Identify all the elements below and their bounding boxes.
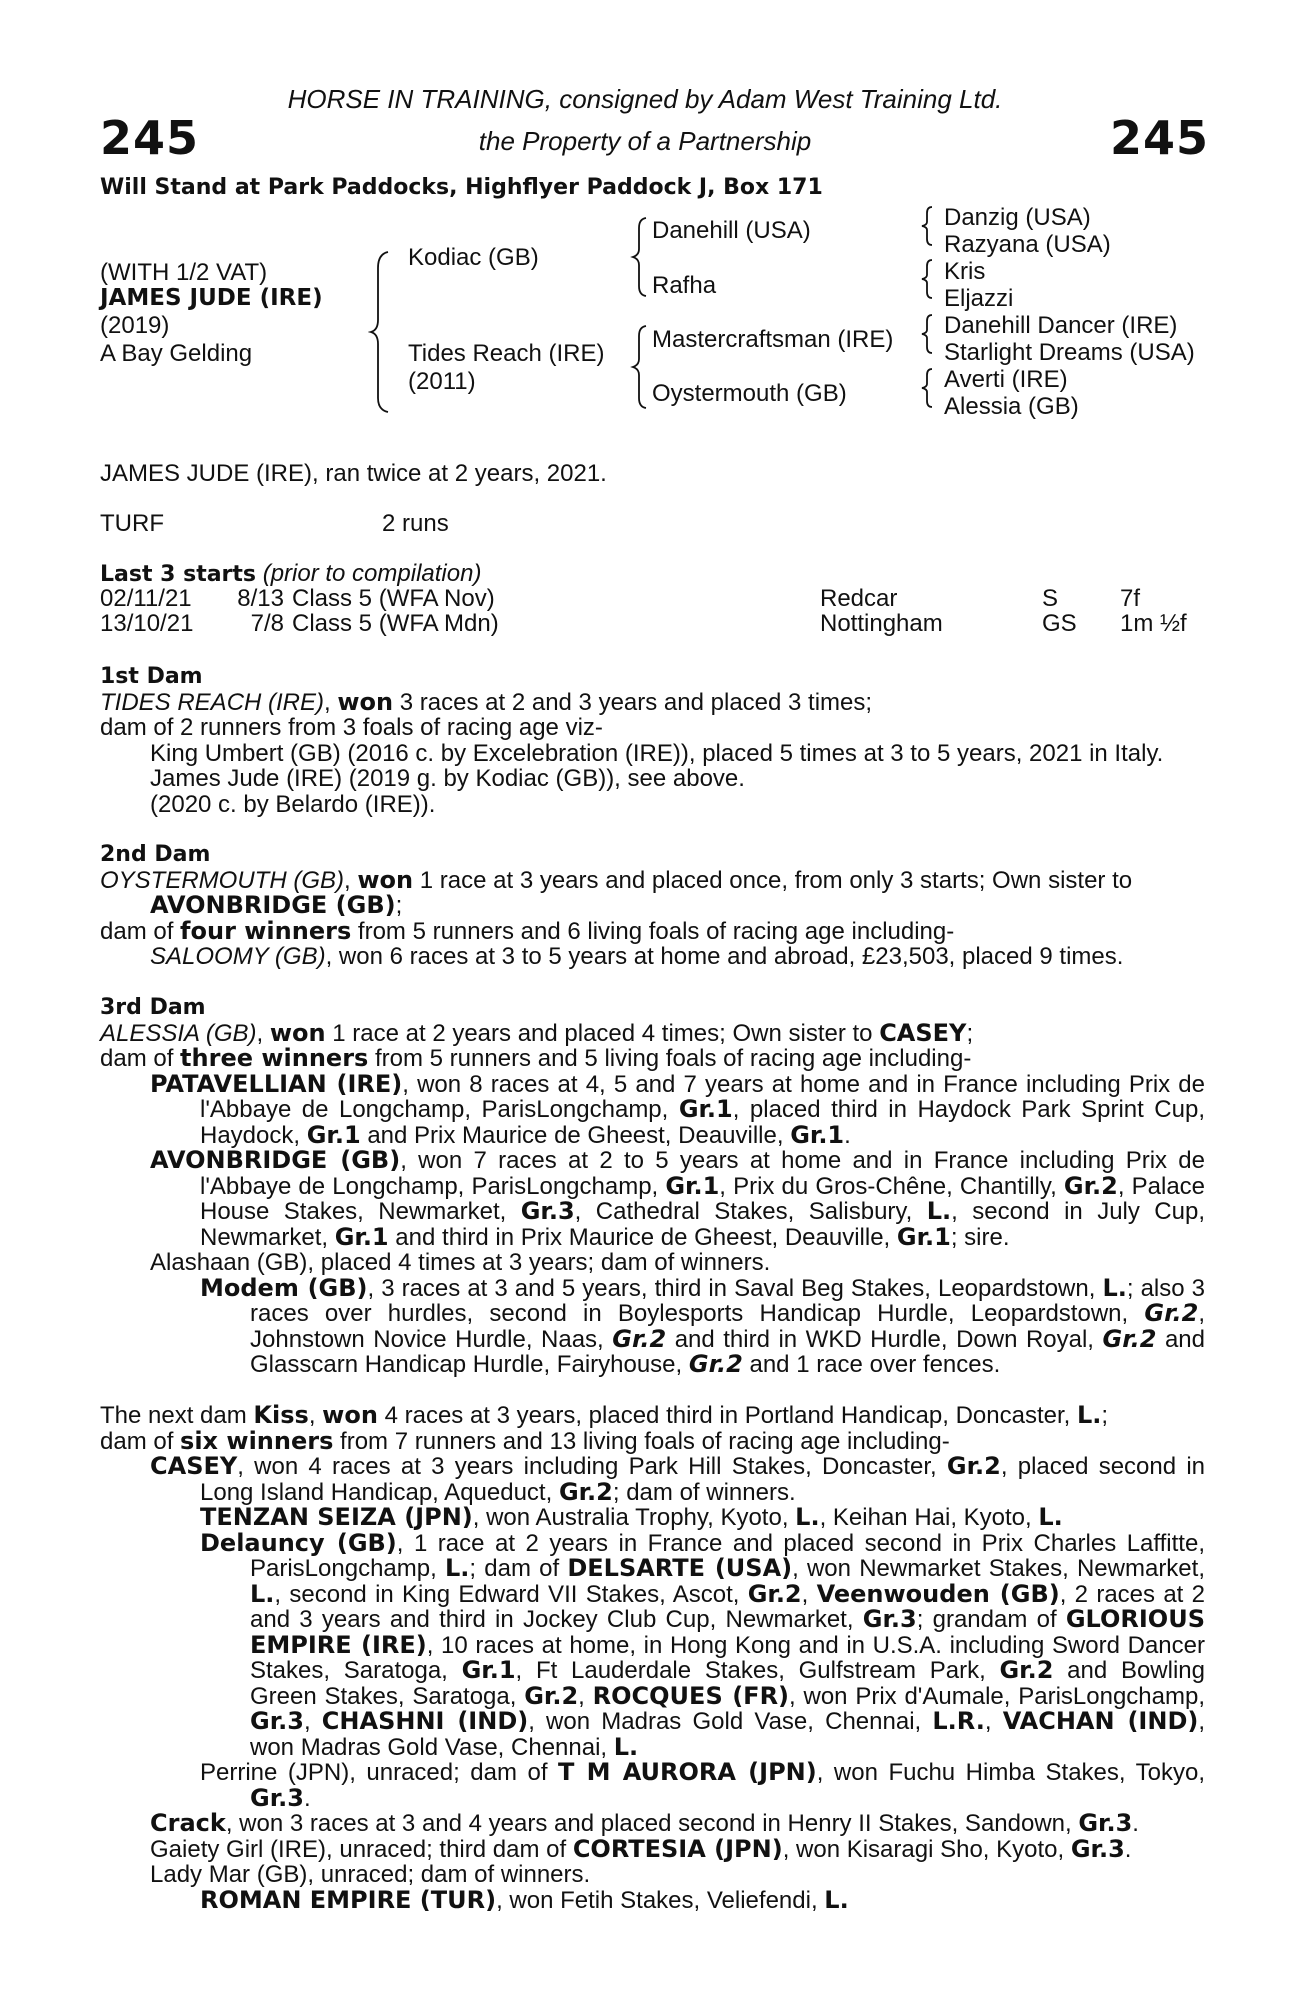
horse-name: TENZAN SEIZA (JPN): [200, 1503, 473, 1531]
horse-name: T M AURORA (JPN): [558, 1758, 817, 1786]
entry-text: Perrine (JPN), unraced; dam of: [200, 1759, 559, 1786]
produce-entry-crack: Crack, won 3 races at 3 and 4 years and placed second in Henry II Stakes, Sandown, Gr.3.: [150, 1809, 1139, 1837]
vat-note: (WITH 1/2 VAT): [100, 259, 268, 286]
entry-text: , won Australia Trophy, Kyoto,: [472, 1504, 796, 1531]
second-dam-heading: 2nd Dam: [100, 842, 211, 867]
grade-label: Gr.1: [790, 1120, 845, 1149]
grade-label: Gr.1: [665, 1171, 720, 1200]
third-dam-text: 1 race at 2 years and placed 4 times; Own sister to: [325, 1019, 880, 1047]
run-class: Class 5 (WFA Nov): [292, 585, 495, 612]
entry-text: , placed third in Haydock Park Sprint Cup, Haydock,: [200, 1096, 1206, 1149]
winners-count: three winners: [180, 1044, 369, 1072]
foal-text: , won 6 races at 3 to 5 years at home and abroad, £23,503, placed 9 times.: [325, 943, 1124, 970]
entry-text: and Glasscarn Handicap Hurdle, Fairyhouse,: [250, 1325, 1205, 1378]
pedigree-brace-sire: [630, 216, 650, 298]
grade-label: L.: [926, 1197, 952, 1225]
entry-text: , won 3 races at 3 and 4 years and placed second in Henry II Stakes, Sandown,: [225, 1810, 1079, 1837]
grade-label: Gr.3: [862, 1605, 917, 1633]
entry-text: , won 8 races at 4, 5 and 7 years at home and in France including Prix de l'Abbaye de Longchamp, ParisLongchamp,: [200, 1070, 1205, 1123]
entry-text: , won Prix d'Aumale, ParisLongchamp,: [789, 1682, 1206, 1710]
grade-label: L.: [1038, 1503, 1063, 1531]
run-row: [100, 611, 1210, 637]
horse-name: PATAVELLIAN (IRE): [150, 1069, 403, 1098]
next-dam-section: [100, 1403, 1205, 1913]
entry-text: , 1 race at 2 years in France and placed second in Prix Charles Laffitte, ParisLongchamp,: [250, 1529, 1205, 1582]
entry-text: Gaiety Girl (IRE), unraced; third dam of: [150, 1835, 573, 1863]
pedigree-dam: Tides Reach (IRE): [408, 340, 605, 367]
produce-entry-gaiety-girl: Gaiety Girl (IRE), unraced; third dam of CORTESIA (JPN), won Kisaragi Sho, Kyoto, Gr.3.: [150, 1834, 1132, 1863]
entry-text: ; grandam of: [916, 1606, 1066, 1633]
entry-text: , 2 races at 2 and 3 years and third in Jockey Club Cup, Newmarket,: [250, 1580, 1205, 1633]
pedigree-brace-main: [368, 250, 392, 415]
grade-label: Gr.1: [678, 1095, 733, 1123]
pedigree-ddd: Alessia (GB): [944, 393, 1079, 420]
first-dam-heading: 1st Dam: [100, 664, 203, 689]
grade-label: L.R.: [932, 1707, 985, 1735]
produce-entry-roman-empire: [100, 1885, 1205, 1914]
second-dam-name: OYSTERMOUTH (GB): [100, 866, 344, 894]
entry-text: , won Kisaragi Sho, Kyoto,: [782, 1835, 1071, 1863]
pedigree-brace-sd: [920, 258, 936, 300]
produce-text: from 5 runners and 5 living foals of racing age including-: [368, 1045, 972, 1072]
entry-text: , won 4 races at 3 years including Park Hill Stakes, Doncaster,: [237, 1453, 947, 1480]
pedigree-ssd: Razyana (USA): [944, 231, 1111, 258]
entry-text: , Ft Lauderdale Stakes, Gulfstream Park,: [515, 1657, 1000, 1684]
entry-text: and Prix Maurice de Gheest, Deauville,: [360, 1121, 791, 1149]
grade-label: Gr.2: [1102, 1324, 1157, 1353]
grade-label: Gr.2: [1063, 1171, 1118, 1200]
first-dam-name: TIDES REACH (IRE): [100, 688, 325, 716]
pedigree-brace-dd: [920, 367, 936, 409]
grade-label: Gr.1: [334, 1222, 389, 1251]
third-dam-section: [100, 995, 1205, 1378]
horse-name: ROMAN EMPIRE (TUR): [200, 1885, 497, 1914]
grade-label: Gr.2: [946, 1452, 1001, 1480]
horse-name: CHASHNI (IND): [321, 1707, 529, 1735]
grade-label: Gr.2: [612, 1324, 667, 1353]
grade-label: Gr.2: [1144, 1299, 1199, 1327]
horse-name: AVONBRIDGE (GB): [150, 1146, 401, 1174]
pedigree-dam-year: (2011): [408, 368, 476, 395]
sister-name: AVONBRIDGE (GB): [150, 891, 396, 919]
produce-entry-patavellian: [100, 1069, 1206, 1149]
pedigree-brace-ss: [920, 205, 936, 247]
grade-label: L.: [1102, 1273, 1127, 1302]
next-dam-text: 4 races at 3 years, placed third in Portland Handicap, Doncaster,: [377, 1402, 1077, 1429]
horse-name: Modem (GB): [200, 1273, 368, 1302]
punct: ;: [395, 892, 403, 919]
grade-label: Gr.3: [250, 1707, 304, 1735]
produce-entry-casey: [100, 1454, 1205, 1505]
pedigree-dds: Averti (IRE): [944, 366, 1068, 393]
second-dam-line: OYSTERMOUTH (GB), won 1 race at 3 years and placed once, from only 3 starts; Own sister to: [100, 865, 1133, 894]
entry-text: ,: [303, 1708, 322, 1735]
foal-entry: King Umbert (GB) (2016 c. by Excelebration (IRE)), placed 5 times at 3 to 5 years, 2021 in Italy.: [150, 739, 1164, 767]
won-label: won: [322, 1401, 378, 1429]
pedigree-dam-dam: Oystermouth (GB): [652, 380, 847, 407]
grade-label: Gr.1: [306, 1120, 361, 1149]
race-summary: JAMES JUDE (IRE), ran twice at 2 years, 2021.: [100, 460, 607, 487]
foal-entry: (2020 c. by Belardo (IRE)).: [150, 790, 436, 818]
last-starts-note: (prior to compilation): [262, 560, 482, 587]
dam-of-label: dam of: [100, 1045, 181, 1072]
first-dam-section: [100, 664, 1205, 817]
horse-name: VACHAN (IND): [1002, 1707, 1199, 1735]
pedigree-dsd: Starlight Dreams (USA): [944, 339, 1195, 366]
horse-name: CORTESIA (JPN): [572, 1834, 783, 1863]
entry-text: ,: [984, 1708, 1003, 1735]
grade-label: Gr.2: [747, 1579, 802, 1608]
produce-entry-lady-mar: Lady Mar (GB), unraced; dam of winners.: [150, 1861, 591, 1888]
next-dam-line: [100, 1403, 1205, 1429]
horse-name: Veenwouden (GB): [816, 1579, 1060, 1608]
grade-label: L.: [795, 1503, 820, 1531]
entry-text: ; dam of winners.: [612, 1478, 796, 1506]
pedigree-sss: Danzig (USA): [944, 204, 1091, 231]
produce-entry-avonbridge: [100, 1148, 1205, 1250]
horse-name: Delauncy (GB): [200, 1528, 397, 1557]
run-distance: 7f: [1120, 585, 1141, 612]
produce-entry-perrine: Perrine (JPN), unraced; dam of T M AURORA (JPN), won Fuchu Himba Stakes, Tokyo, Gr.3.: [200, 1758, 1206, 1812]
dam-of-label: dam of: [100, 917, 181, 945]
stand-location: Will Stand at Park Paddocks, Highflyer Paddock J, Box 171: [100, 175, 823, 200]
grade-label: L.: [250, 1579, 275, 1608]
produce-entry-modem: [100, 1273, 1205, 1378]
turf-runs: 2 runs: [382, 510, 449, 537]
horse-year: (2019): [100, 312, 170, 339]
run-position: 8/13: [237, 585, 284, 612]
grade-label: Gr.3: [250, 1783, 304, 1812]
intro-text: The next dam: [100, 1402, 254, 1429]
horse-name: JAMES JUDE (IRE): [100, 285, 323, 311]
grade-label: Gr.2: [524, 1681, 579, 1710]
run-class: Class 5 (WFA Mdn): [292, 610, 499, 637]
pedigree-sire-dam: Rafha: [652, 272, 717, 299]
grade-label: Gr.2: [688, 1350, 743, 1378]
entry-text: , won Fuchu Himba Stakes, Tokyo,: [816, 1759, 1206, 1786]
run-going: GS: [1042, 610, 1077, 637]
entry-text: ; also 3 races over hurdles, second in Boylesports Handicap Hurdle, Leopardstown,: [250, 1274, 1205, 1327]
next-dam-produce: [100, 1426, 1205, 1455]
lot-number-left: 245: [100, 111, 200, 165]
produce-text: from 5 runners and 6 living foals of racing age including-: [351, 917, 955, 945]
entry-text: and Bowling Green Stakes, Saratoga,: [250, 1657, 1205, 1710]
foal-entry: [100, 944, 1205, 970]
pedigree-dam-sire: Mastercraftsman (IRE): [652, 326, 894, 353]
run-course: Redcar: [820, 585, 898, 612]
third-dam-line: ALESSIA (GB), won 1 race at 2 years and placed 4 times; Own sister to CASEY;: [100, 1018, 974, 1047]
first-dam-text: 3 races at 2 and 3 years and placed 3 times;: [393, 688, 873, 716]
won-label: won: [269, 1018, 326, 1047]
grade-label: Gr.3: [520, 1197, 575, 1225]
dam-of-label: dam of: [100, 1427, 181, 1455]
next-dam-name: Kiss: [253, 1401, 309, 1429]
pedigree-sds: Kris: [944, 258, 986, 285]
sister-name: CASEY: [879, 1018, 967, 1047]
entry-text: , won Madras Gold Vase, Chennai,: [528, 1708, 933, 1735]
run-date: 13/10/21: [100, 610, 194, 637]
entry-text: , Palace House Stakes, Newmarket,: [200, 1172, 1206, 1225]
pedigree-brace-dam: [630, 324, 650, 410]
second-dam-text: 1 race at 3 years and placed once, from only 3 starts; Own sister to: [413, 866, 1133, 894]
pedigree-sire-sire: Danehill (USA): [652, 217, 811, 244]
entry-text: , Johnstown Novice Hurdle, Naas,: [250, 1300, 1205, 1353]
punct: ;: [966, 1019, 974, 1047]
won-label: won: [357, 865, 414, 894]
run-distance: 1m ½f: [1120, 610, 1187, 637]
third-dam-heading: 3rd Dam: [100, 995, 206, 1020]
grade-label: L.: [1076, 1401, 1102, 1429]
entry-text: , second in July Cup, Newmarket,: [200, 1198, 1205, 1251]
entry-text: , won 7 races at 2 to 5 years at home and in France including Prix de l'Abbaye de Longchamp, ParisLongchamp,: [200, 1147, 1206, 1200]
consignor-line: HORSE IN TRAINING, consigned by Adam West Training Ltd.: [287, 84, 1003, 114]
entry-text: , placed second in Long Island Handicap, Aqueduct,: [200, 1453, 1205, 1506]
entry-text: , 3 races at 3 and 5 years, third in Saval Beg Stakes, Leopardstown,: [367, 1274, 1103, 1302]
entry-text: , won Madras Gold Vase, Chennai,: [250, 1708, 1205, 1761]
entry-text: , second in King Edward VII Stakes, Ascot,: [274, 1580, 748, 1608]
produce-entry-delauncy: [100, 1528, 1206, 1761]
pedigree-sdd: Eljazzi: [944, 285, 1014, 312]
third-dam-name: ALESSIA (GB): [100, 1019, 257, 1047]
entry-text: ,: [801, 1580, 817, 1608]
horse-name: Crack: [150, 1809, 226, 1837]
third-dam-produce: [100, 1046, 1205, 1072]
pedigree-sire: Kodiac (GB): [408, 244, 539, 271]
grade-label: Gr.2: [558, 1477, 613, 1506]
grade-label: Gr.2: [999, 1656, 1054, 1684]
produce-entry-alashaan: Alashaan (GB), placed 4 times at 3 years; dam of winners.: [150, 1249, 771, 1276]
property-line: the Property of a Partnership: [478, 126, 812, 156]
horse-name: DELSARTE (USA): [567, 1554, 793, 1582]
foal-name: SALOOMY (GB): [150, 943, 326, 970]
run-going: S: [1042, 585, 1059, 612]
last-starts-title: Last 3 starts: [100, 562, 257, 587]
entry-text: ,: [578, 1682, 593, 1710]
pedigree-dss: Danehill Dancer (IRE): [944, 312, 1178, 339]
punct: ;: [1101, 1402, 1109, 1429]
produce-text: from 7 runners and 13 living foals of racing age including-: [333, 1427, 950, 1455]
entry-text: ; dam of: [469, 1555, 568, 1582]
grade-label: L.: [444, 1554, 470, 1582]
lot-number-right: 245: [1110, 111, 1210, 165]
run-date: 02/11/21: [100, 585, 192, 612]
entry-text: , 10 races at home, in Hong Kong and in U.S.A. including Sword Dancer Stakes, Saratoga,: [250, 1631, 1205, 1684]
entry-text: , won Fetih Stakes, Veliefendi,: [496, 1886, 825, 1914]
first-dam-line: TIDES REACH (IRE), won 3 races at 2 and 3 years and placed 3 times;: [100, 687, 873, 716]
grade-label: L.: [613, 1732, 639, 1761]
run-position: 7/8: [250, 610, 284, 637]
entry-text: and third in WKD Hurdle, Down Royal,: [666, 1325, 1103, 1353]
entry-text: , won Newmarket Stakes, Newmarket,: [792, 1555, 1205, 1582]
entry-text: and third in Prix Maurice de Gheest, Deauville,: [388, 1223, 897, 1251]
winners-count: four winners: [180, 916, 352, 945]
second-dam-section: [100, 842, 1205, 970]
entry-text: , Prix du Gros-Chêne, Chantilly,: [719, 1172, 1064, 1200]
produce-entry-tenzan: [100, 1505, 1205, 1531]
second-dam-sister-line: [100, 893, 1205, 919]
foal-entry: James Jude (IRE) (2019 g. by Kodiac (GB)), see above.: [150, 765, 745, 792]
horse-name: GLORIOUS EMPIRE (IRE): [250, 1605, 1205, 1659]
grade-label: Gr.3: [1070, 1834, 1125, 1863]
grade-label: L.: [824, 1885, 849, 1914]
punct: ,: [308, 1402, 323, 1429]
grade-label: Gr.3: [1078, 1809, 1133, 1837]
grade-label: Gr.1: [461, 1656, 516, 1684]
turf-label: TURF: [100, 510, 164, 537]
won-label: won: [337, 687, 394, 716]
entry-text: and 1 race over fences.: [742, 1351, 1001, 1378]
run-course: Nottingham: [820, 610, 943, 637]
horse-name: ROCQUES (FR): [592, 1681, 790, 1710]
pedigree-brace-ds: [920, 313, 936, 355]
winners-count: six winners: [180, 1426, 334, 1455]
first-dam-produce: dam of 2 runners from 3 foals of racing age viz-: [100, 714, 603, 741]
entry-text: .: [844, 1121, 851, 1149]
run-row: [100, 586, 1210, 612]
grade-label: Gr.1: [896, 1222, 951, 1251]
second-dam-produce: [100, 916, 1205, 945]
horse-description: A Bay Gelding: [100, 340, 253, 367]
entry-text: , Cathedral Stakes, Salisbury,: [574, 1198, 927, 1225]
horse-name: CASEY: [150, 1452, 238, 1480]
entry-text: , Keihan Hai, Kyoto,: [819, 1504, 1039, 1531]
entry-text: ; sire.: [950, 1223, 1010, 1251]
